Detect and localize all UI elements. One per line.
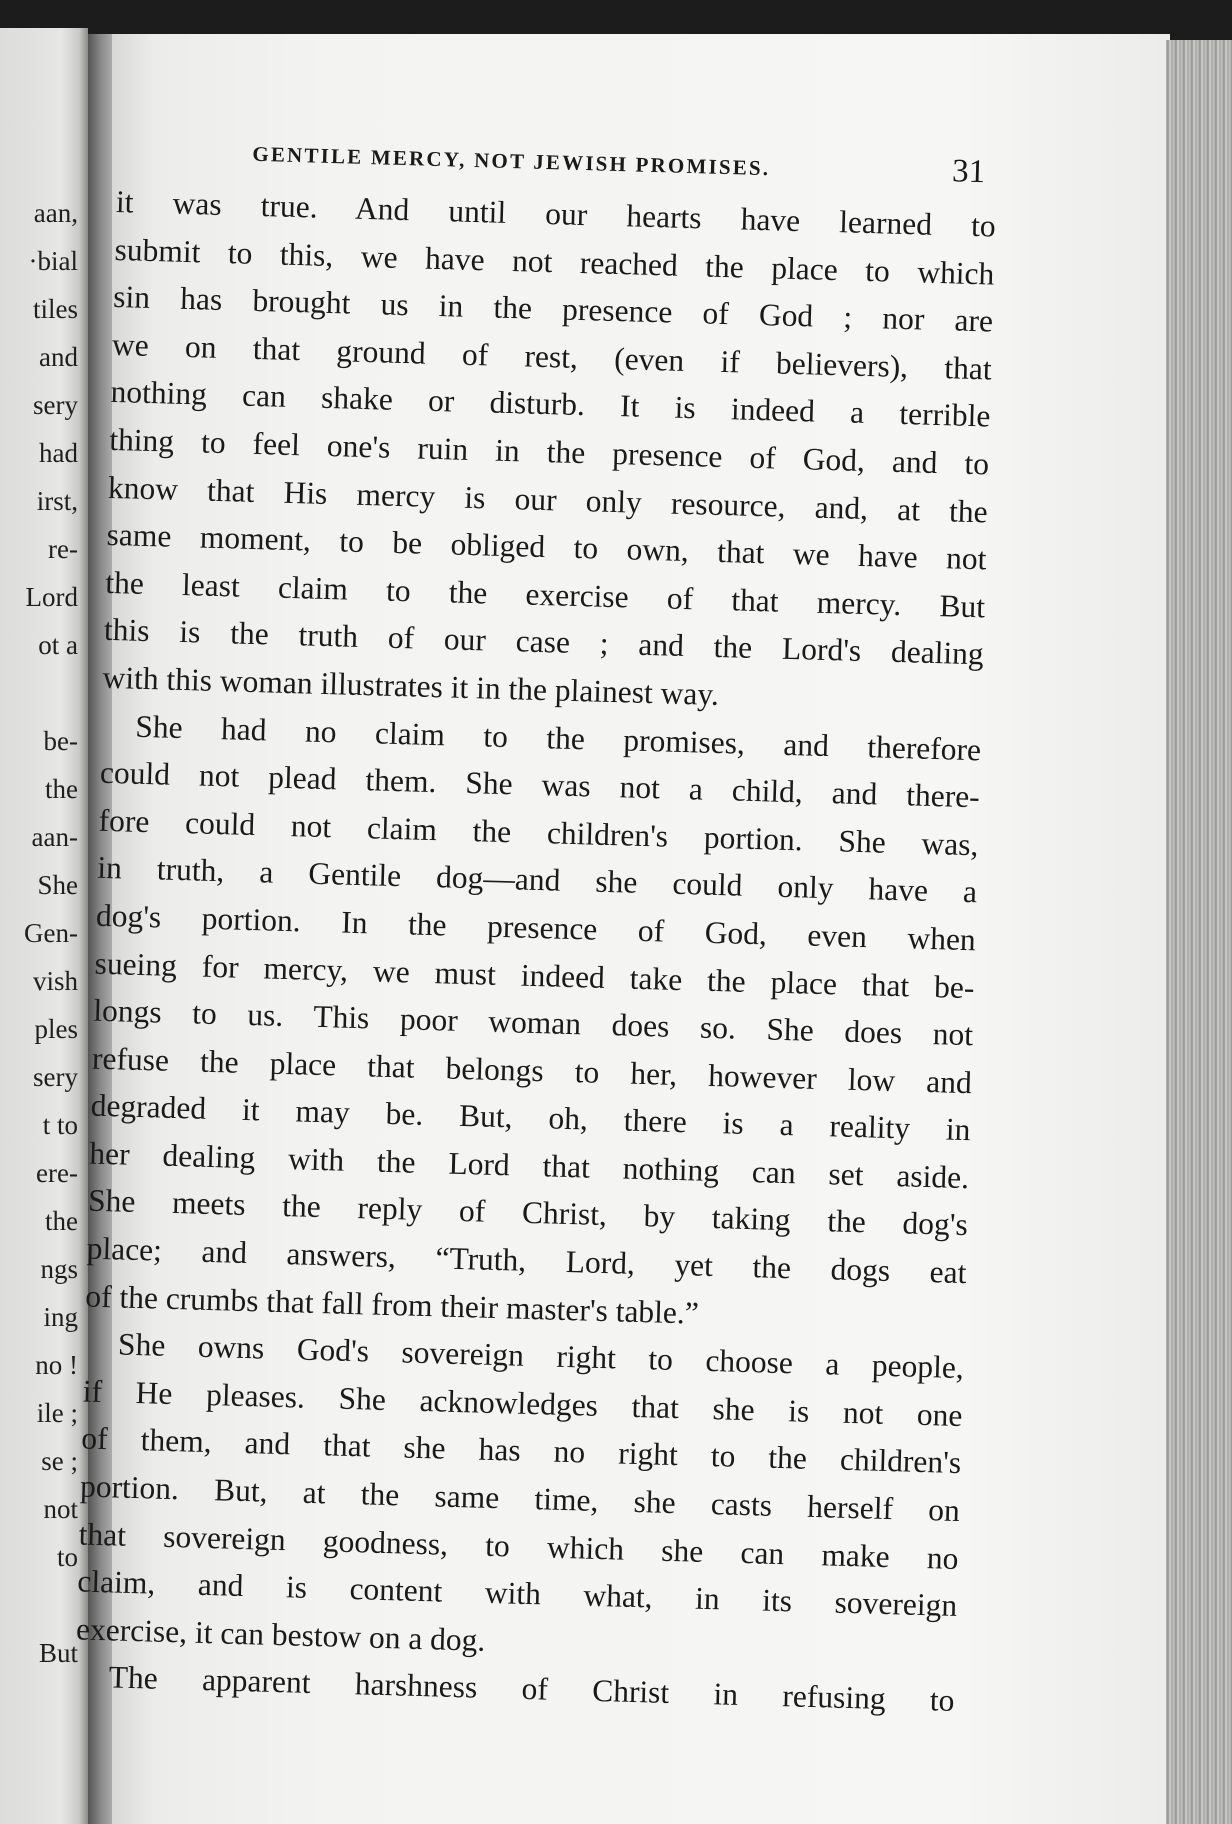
left-page-fragment: ile ; [36, 1398, 78, 1428]
left-page-fragment: to [56, 1542, 78, 1572]
text-line: of the crumbs that fall from their master's table.” [84, 1278, 700, 1331]
text-line: same moment, to be obliged to own, that we have not [106, 517, 987, 577]
text-line: place; and answers, “Truth, Lord, yet the dogs eat [86, 1230, 967, 1291]
text-line: nothing can shake or disturb. It is indeed a terrible [110, 374, 991, 434]
text-line: exercise, it can bestow on a dog. [75, 1611, 486, 1658]
page-edges [1166, 40, 1232, 1824]
left-page-fragment: Gen- [24, 918, 78, 948]
left-page-fragment: ot a [38, 630, 78, 660]
left-page-fragment: vish [32, 966, 78, 996]
left-page-fragment: She [37, 870, 78, 900]
left-page-fragment: sery [33, 1062, 78, 1092]
text-line: the least claim to the exercise of that mercy. But [104, 564, 986, 625]
left-page-fragment: irst, [36, 486, 78, 516]
left-page-fragment: But [38, 1638, 78, 1668]
left-page-fragment: not [43, 1494, 78, 1524]
text-line: of them, and that she has no right to the children's [80, 1420, 962, 1481]
text-line: thing to feel one's ruin in the presence of God, and to [108, 421, 990, 482]
left-page-fragment: ·bial [28, 246, 78, 276]
text-line: could not plead them. She was not a child, and there- [99, 754, 981, 815]
text-line: longs to us. This poor woman does so. She does not [92, 992, 974, 1053]
left-page-fragment: aan- [31, 822, 78, 852]
text-line: it was true. And until our hearts have learned to [115, 183, 997, 244]
text-line: She meets the reply of Christ, by taking the dog's [87, 1183, 969, 1243]
page-number: 31 [951, 153, 986, 191]
page-content [74, 130, 998, 1725]
text-line: if He pleases. She acknowledges that she is not one [82, 1373, 963, 1433]
left-page-fragment: aan, [33, 198, 78, 228]
left-page-fragment: the [45, 1206, 78, 1236]
text-line: claim, and is content with what, in its sovereign [76, 1563, 958, 1624]
left-page-fragment: the [45, 774, 78, 804]
text-line: we on that ground of rest, (even if believers), that [111, 326, 993, 387]
text-line: that sovereign goodness, to which she can make no [78, 1516, 959, 1576]
text-line: submit to this, we have not reached the place to which [114, 231, 995, 292]
left-page-fragment: tiles [33, 294, 78, 324]
text-line: fore could not claim the children's portion. She was, [98, 802, 979, 863]
text-line: with this woman illustrates it in the plainest way. [102, 659, 720, 712]
text-line: know that His mercy is our only resource, and, at the [107, 469, 989, 529]
left-page-fragment: se ; [41, 1446, 78, 1476]
left-page-fragment: ere- [36, 1158, 78, 1188]
text-line: She had no claim to the promises, and therefore [134, 708, 982, 767]
body-text [74, 178, 996, 1725]
text-line: refuse the place that belongs to her, however low and [91, 1040, 973, 1100]
text-line: this is the truth of our case ; and the Lord's dealing [103, 612, 985, 672]
text-line: sin has brought us in the presence of God ; nor are [112, 279, 994, 339]
left-page-fragment: no ! [35, 1350, 78, 1380]
text-line: She owns God's sovereign right to choose a people, [117, 1326, 965, 1386]
running-head: GENTILE MERCY, NOT JEWISH PROMISES. [252, 141, 771, 181]
text-line: degraded it may be. But, oh, there is a reality in [90, 1087, 971, 1148]
left-page-fragment: be- [43, 726, 78, 756]
left-page-fragment: ngs [40, 1254, 78, 1284]
left-page-fragment: re- [48, 534, 78, 564]
text-line: The apparent harshness of Christ in refusing to [108, 1659, 955, 1719]
left-page-fragment: sery [33, 390, 78, 420]
left-page-fragment: t to [42, 1110, 78, 1140]
left-page-fragment: ing [43, 1302, 78, 1332]
left-page-fragment: had [39, 438, 78, 468]
text-line: sueing for mercy, we must indeed take the place that be- [94, 945, 975, 1005]
left-page-fragment: and [39, 342, 78, 372]
text-line: in truth, a Gentile dog—and she could only have a [96, 850, 978, 910]
left-page-edge [0, 28, 88, 1824]
text-line: portion. But, at the same time, she casts herself on [79, 1468, 961, 1529]
left-page-fragment: Lord [25, 582, 78, 612]
left-page-fragment: ples [34, 1014, 78, 1044]
text-line: her dealing with the Lord that nothing can set aside. [88, 1135, 970, 1196]
text-line: dog's portion. In the presence of God, even when [95, 897, 977, 958]
